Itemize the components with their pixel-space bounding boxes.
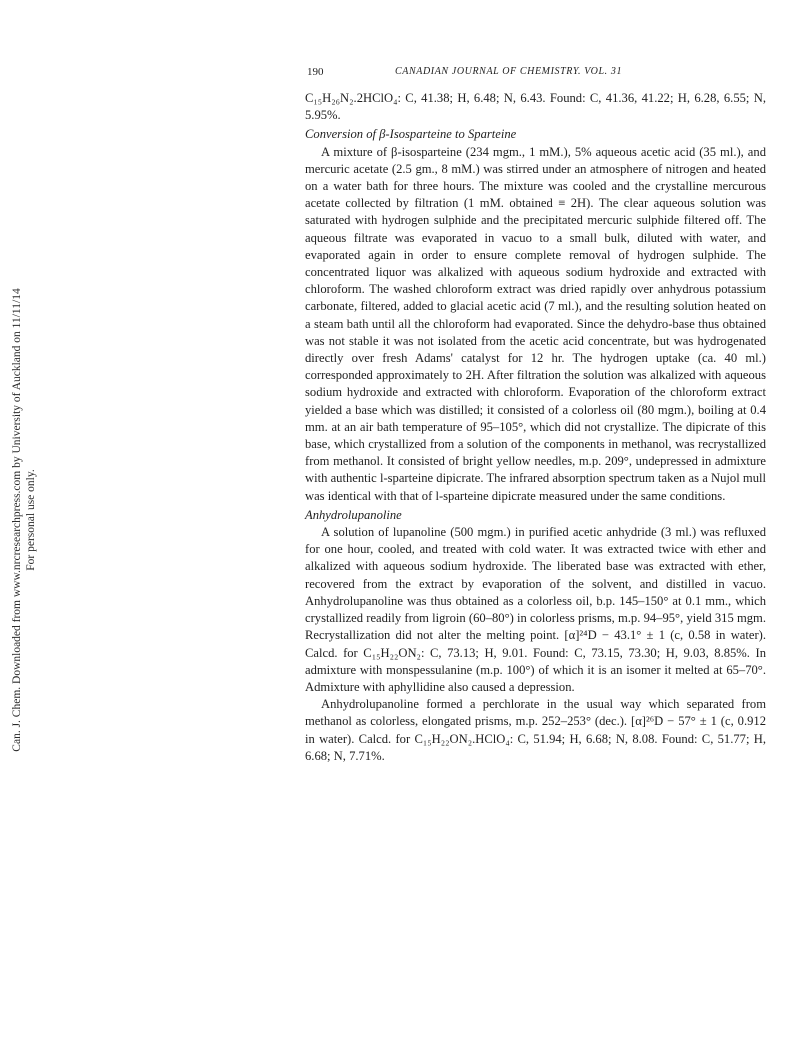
running-header: [305, 66, 766, 82]
journal-title: CANADIAN JOURNAL OF CHEMISTRY. VOL. 31: [395, 66, 623, 77]
section-heading-anhydrolupanoline: Anhydrolupanoline: [305, 507, 402, 522]
page-number: 190: [307, 66, 324, 78]
section-heading-conversion: Conversion of β-Isosparteine to Sparteine: [305, 127, 517, 142]
paragraph-conversion: A mixture of β-isosparteine (234 mgm., 1 mM.), 5% aqueous acetic acid (35 ml.), and mercuric acetate (2.5 gm., 8 mM.) was stirred under an atmosphere of nitrogen and heated on a water bath for three hours. The mixture was cooled and the crystalline mercurous acetate collected by filtration (1 mM. obtained ≡ 2H). The clear aqueous solution was saturated with hydrogen sulphide and the precipitated mercuric sulphide filtered off. The aqueous filtrate was evaporated in vacuo to a small bulk, diluted with water, and evaporated again in order to ensure complete removal of hydrogen sulphide. The concentrated liquor was alkalized with aqueous sodium hydroxide and extracted with chloroform. The washed chloroform extract was dried rapidly over anhydrous potassium carbonate, filtered, added to glacial acetic acid (7 ml.), and the resulting solution heated on a steam bath until all the chloroform had evaporated. Since the dehydro-base thus obtained was not stable it was not isolated from the acetic acid concentrate, but was hydrogenated directly over fresh Adams' catalyst for 12 hr. The hydrogen uptake (ca. 40 ml.) corresponded approximately to 2H. After filtration the solution was alkalized with aqueous sodium hydroxide and extracted with chloroform. Evaporation of the chloroform extract yielded a base which was distilled; it consisted of a colorless oil (80 mgm.), boiling at 0.4 mm. at an air bath temperature of 95–105°, which did not crystallize. The dipicrate of this base, which crystallized from a solution of the components in methanol, was recrystallized from methanol. It consisted of bright yellow needles, m.p. 209°, undepressed in admixture with authentic l-sparteine dipicrate. The infrared absorption spectrum taken as a Nujol mull was identical with that of l-sparteine dipicrate measured under the same conditions.: [305, 144, 766, 503]
journal-page: [305, 66, 766, 765]
download-notice-line1: Can. J. Chem. Downloaded from www.nrcresearchpress.com by University of Auckland on 11/11/14: [11, 288, 23, 752]
analysis-continuation: C₁₅H₂₆N₂.2HClO₄: C, 41.38; H, 6.48; N, 6.43. Found: C, 41.36, 41.22; H, 6.28, 6.55; N, 5.95%.: [305, 91, 766, 123]
download-notice-text: [10, 288, 38, 751]
article-body: [305, 90, 766, 765]
paragraph-perchlorate: Anhydrolupanoline formed a perchlorate in the usual way which separated from methanol as colorless, elongated prisms, m.p. 252–253° (dec.). [α]²⁶D − 57° ± 1 (c, 0.912 in water). Calcd. for C₁₅H₂₂ON₂.HClO₄: C, 51.94; H, 6.68; N, 8.08. Found: C, 51.77; H, 6.68; N, 7.71%.: [305, 697, 766, 763]
download-notice-line2: For personal use only.: [25, 469, 37, 571]
paragraph-anhydrolupanoline: A solution of lupanoline (500 mgm.) in purified acetic anhydride (3 ml.) was refluxed for one hour, cooled, and treated with cold water. It was extracted twice with ether and alkalized with aqueous sodium hydroxide. The liberated base was extracted with ether, recovered from the extract by evaporation of the solvent, and distilled in vacuo. Anhydrolupanoline was thus obtained as a colorless oil, b.p. 145–150° at 0.1 mm., which crystallized readily from ligroin (60–80°) in colorless prisms, m.p. 94–95°, yield 315 mgm. Recrystallization did not alter the melting point. [α]²⁴D − 43.1° ± 1 (c, 0.58 in water). Calcd. for C₁₅H₂₂ON₂: C, 73.13; H, 9.01. Found: C, 73.15, 73.30; H, 9.03, 8.85%. In admixture with monspessulanine (m.p. 100°) of which it is an isomer it melted at 65–70°. Admixture with aphyllidine also caused a depression.: [305, 525, 766, 694]
download-notice: [4, 200, 44, 840]
